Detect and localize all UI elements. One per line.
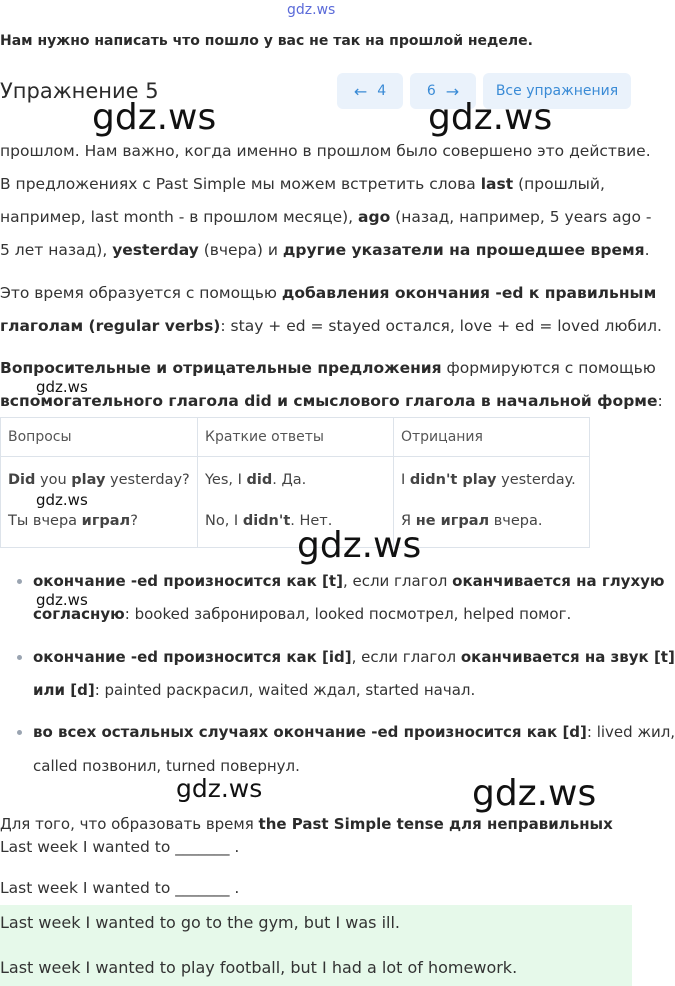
watermark: gdz.ws (92, 97, 217, 138)
grammar-table (0, 417, 590, 548)
task-line: Last week I wanted to _______ . (0, 879, 240, 897)
theory-line: 5 лет назад), yesterday (вчера) и другие указатели на прошедшее время. (0, 241, 650, 259)
task-line: Last week I wanted to _______ . (0, 838, 240, 856)
bullet-line: во всех остальных случаях окончание -ed произносится как [d]: lived жил, (33, 723, 675, 741)
table-cell-questions: Did you play yesterday? Ты вчера играл? (1, 457, 198, 548)
watermark: gdz.ws (36, 591, 88, 609)
watermark: gdz.ws (297, 525, 422, 566)
bullet-icon (17, 579, 22, 584)
irregular-note: Для того, что образовать время the Past Simple tense для неправильных (0, 815, 613, 833)
theory-line: вспомогательного глагола did и смыслового глагола в начальной форме: (0, 392, 663, 410)
prev-exercise-label: 4 (377, 83, 387, 99)
watermark: gdz.ws (36, 491, 88, 509)
table-header-row (1, 418, 590, 457)
theory-line: например, last month - в прошлом месяце), ago (назад, например, 5 years ago - (0, 208, 652, 226)
answer-line: Last week I wanted to play football, but I had a lot of homework. (0, 958, 518, 977)
watermark: gdz.ws (428, 97, 553, 138)
answer-box (0, 905, 632, 986)
intro-text: Нам нужно написать что пошло у вас не так на прошлой неделе. (0, 33, 533, 49)
arrow-left-icon: ← (353, 81, 368, 101)
theory-line: глаголам (regular verbs): stay + ed = stayed остался, love + ed = loved любил. (0, 317, 662, 335)
bullet-line: окончание -ed произносится как [id], если глагол оканчивается на звук [t] (33, 648, 675, 666)
bullet-line: called позвонил, turned повернул. (33, 757, 300, 775)
all-exercises-label: Все упражнения (495, 83, 619, 99)
bullet-line: или [d]: painted раскрасил, waited ждал, started начал. (33, 681, 476, 699)
bullet-icon (17, 655, 22, 660)
prev-exercise-button[interactable] (337, 73, 403, 109)
table-header: Краткие ответы (198, 418, 394, 457)
theory-line: прошлом. Нам важно, когда именно в прошлом было совершено это действие. (0, 142, 651, 160)
answer-line: Last week I wanted to go to the gym, but I was ill. (0, 913, 400, 932)
theory-line: Вопросительные и отрицательные предложения формируются с помощью (0, 359, 656, 377)
bullet-icon (17, 730, 22, 735)
watermark: gdz.ws (36, 378, 88, 396)
table-row (1, 457, 590, 548)
watermark: gdz.ws (472, 773, 597, 814)
theory-line: Это время образуется с помощью добавления окончания -ed к правильным (0, 284, 657, 302)
watermark: gdz.ws (176, 774, 263, 803)
table-cell-negatives: I didn't play yesterday. Я не играл вчера. (394, 457, 590, 548)
exercise-title: Упражнение 5 (0, 79, 159, 103)
bullet-line: согласную: booked забронировал, looked посмотрел, helped помог. (33, 605, 572, 623)
table-cell-short-answers: Yes, I did. Да. No, I didn't. Нет. (198, 457, 394, 548)
next-exercise-label: 6 (426, 83, 436, 99)
arrow-right-icon: → (445, 81, 460, 101)
table-header: Вопросы (1, 418, 198, 457)
site-link[interactable]: gdz.ws (287, 2, 336, 18)
table-header: Отрицания (394, 418, 590, 457)
theory-line: В предложениях с Past Simple мы можем встретить слова last (прошлый, (0, 175, 605, 193)
bullet-line: окончание -ed произносится как [t], если глагол оканчивается на глухую (33, 572, 665, 590)
